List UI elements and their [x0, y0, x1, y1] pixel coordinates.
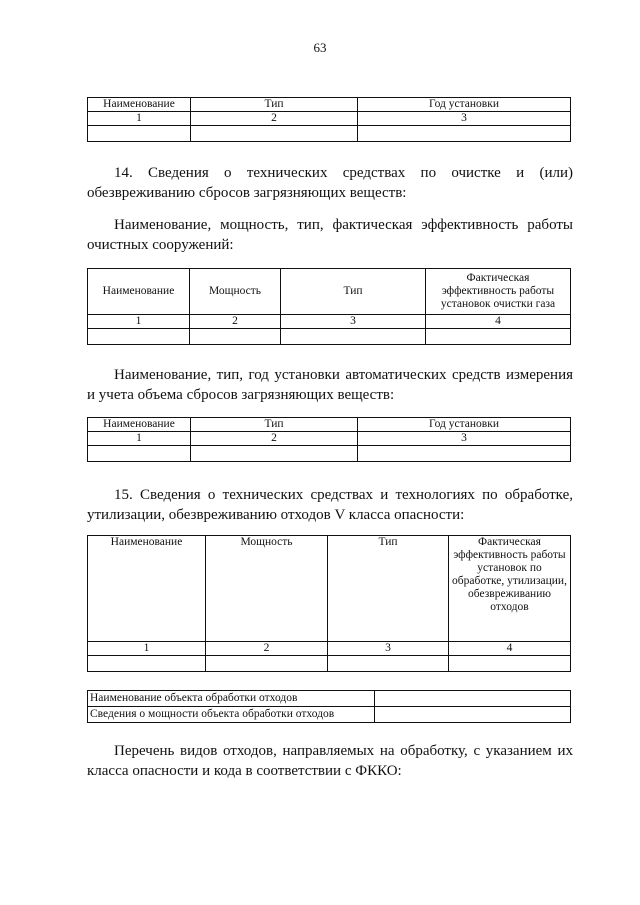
column-number: 3 — [328, 642, 449, 656]
empty-cell[interactable] — [88, 446, 191, 462]
column-number: 3 — [358, 112, 571, 126]
object-name-label: Наименование объекта обработки отходов — [88, 691, 375, 707]
column-number: 2 — [191, 432, 358, 446]
page-number: 63 — [313, 40, 327, 55]
column-header-efficiency: Фактическая эффективность работы установок по обработке, утилизации, обезвреживанию отходов — [449, 536, 571, 642]
object-capacity-value[interactable] — [375, 707, 571, 723]
column-number: 1 — [88, 432, 191, 446]
column-header-year: Год установки — [358, 418, 571, 432]
treatment-facilities-table — [87, 268, 571, 345]
section-15-heading: 15. Сведения о технических средствах и технологиях по обработке, утилизации, обезвреживанию отходов V класса опасности: — [87, 487, 573, 523]
waste-object-table — [87, 690, 571, 723]
column-number: 4 — [426, 315, 571, 329]
object-name-value[interactable] — [375, 691, 571, 707]
column-number: 3 — [281, 315, 426, 329]
column-header-name: Наименование — [88, 418, 191, 432]
column-number: 3 — [358, 432, 571, 446]
object-capacity-label: Сведения о мощности объекта обработки отходов — [88, 707, 375, 723]
section-14-intro: Наименование, мощность, тип, фактическая эффективность работы очистных сооружений: — [87, 217, 573, 253]
column-header-capacity: Мощность — [206, 536, 328, 642]
empty-cell[interactable] — [190, 329, 281, 345]
column-header-type: Тип — [191, 418, 358, 432]
waste-list-paragraph: Перечень видов отходов, направляемых на обработку, с указанием их класса опасности и кода в соответствии с ФККО: — [87, 743, 573, 779]
column-header-type: Тип — [328, 536, 449, 642]
measurement-equipment-table — [87, 417, 571, 462]
column-number: 2 — [191, 112, 358, 126]
measurement-paragraph: Наименование, тип, год установки автоматических средств измерения и учета объема сбросов загрязняющих веществ: — [87, 367, 573, 403]
empty-cell[interactable] — [328, 656, 449, 672]
column-number: 1 — [88, 112, 191, 126]
empty-cell[interactable] — [88, 656, 206, 672]
empty-cell[interactable] — [88, 126, 191, 142]
column-header-type: Тип — [191, 98, 358, 112]
empty-cell[interactable] — [191, 446, 358, 462]
empty-cell[interactable] — [206, 656, 328, 672]
empty-cell[interactable] — [358, 126, 571, 142]
column-number: 2 — [190, 315, 281, 329]
column-header-name: Наименование — [88, 98, 191, 112]
column-header-name: Наименование — [88, 536, 206, 642]
column-header-type: Тип — [281, 269, 426, 315]
section-14-heading: 14. Сведения о технических средствах по очистке и (или) обезвреживанию сбросов загрязняющих веществ: — [87, 165, 573, 201]
empty-cell[interactable] — [358, 446, 571, 462]
empty-cell[interactable] — [281, 329, 426, 345]
empty-cell[interactable] — [88, 329, 190, 345]
column-number: 1 — [88, 315, 190, 329]
equipment-table — [87, 97, 571, 142]
column-header-name: Наименование — [88, 269, 190, 315]
waste-processing-table — [87, 535, 571, 672]
column-number: 1 — [88, 642, 206, 656]
empty-cell[interactable] — [449, 656, 571, 672]
column-number: 2 — [206, 642, 328, 656]
column-header-year: Год установки — [358, 98, 571, 112]
empty-cell[interactable] — [426, 329, 571, 345]
column-header-efficiency: Фактическая эффективность работы установок очистки газа — [426, 269, 571, 315]
column-header-capacity: Мощность — [190, 269, 281, 315]
empty-cell[interactable] — [191, 126, 358, 142]
column-number: 4 — [449, 642, 571, 656]
